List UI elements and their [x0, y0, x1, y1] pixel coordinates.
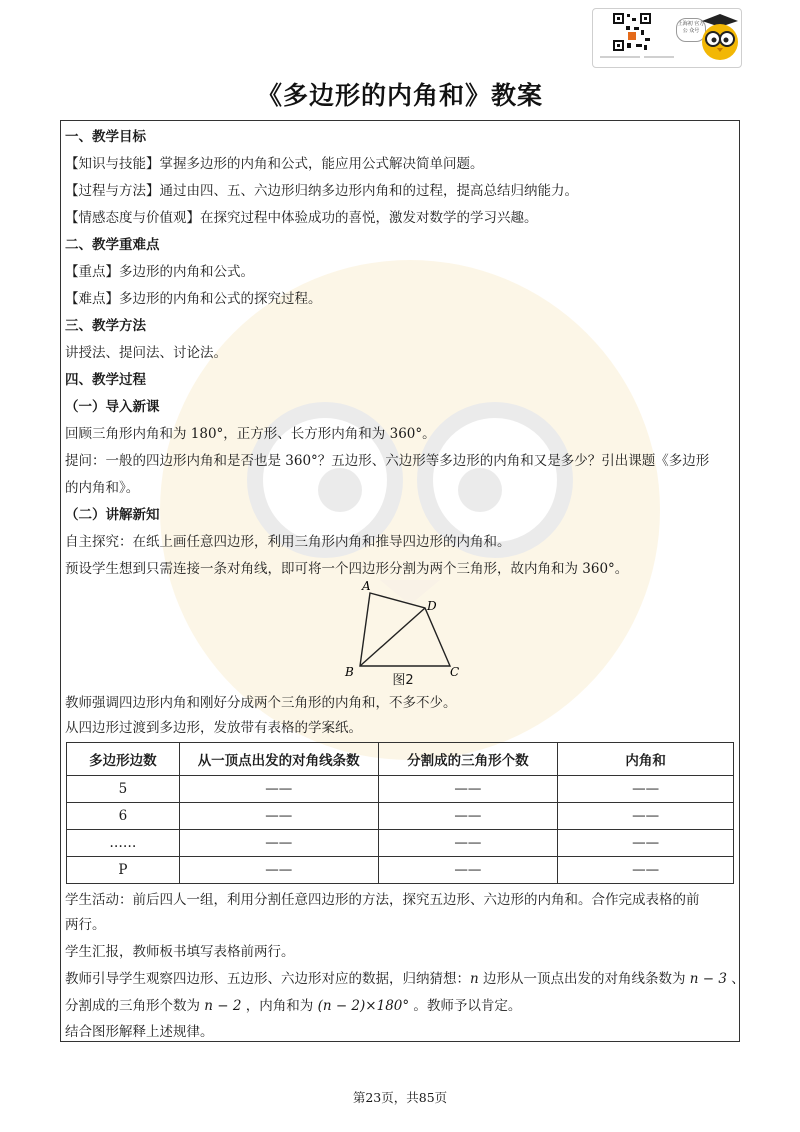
- vertex-label-d: D: [427, 599, 437, 613]
- table-cell: ——: [558, 830, 734, 857]
- table-row: [67, 857, 734, 884]
- table-cell: 5: [67, 776, 180, 803]
- section-heading: 三、教学方法: [65, 318, 146, 334]
- table-cell: ——: [179, 857, 378, 884]
- vertex-label-a: A: [362, 579, 371, 593]
- text-run: 边形从一顶点出发的对角线条数为: [478, 971, 690, 987]
- table-row: [67, 776, 734, 803]
- table-header-row: [67, 743, 734, 776]
- table-cell: ——: [378, 803, 558, 830]
- paragraph: 学生活动：前后四人一组，利用分割任意四边形的方法，探究五边形、六边形的内角和。合作完成表格的前: [65, 892, 700, 908]
- section-heading: 一、教学目标: [65, 129, 146, 145]
- paragraph: 结合图形解释上述规律。: [65, 1024, 214, 1040]
- promo-caption-line: [644, 56, 674, 58]
- promo-speech-bubble: 上海初 官方公 众号: [676, 18, 706, 42]
- table-header-cell: 分割成的三角形个数: [378, 743, 558, 776]
- table-header-cell: 内角和: [558, 743, 734, 776]
- text-run: 分割成的三角形个数为: [65, 998, 205, 1014]
- table-cell: 6: [67, 803, 180, 830]
- text-run: 。教师予以肯定。: [409, 998, 522, 1014]
- paragraph: 自主探究：在纸上画任意四边形，利用三角形内角和推导四边形的内角和。: [65, 534, 511, 550]
- table-row: [67, 803, 734, 830]
- paragraph: 【重点】多边形的内角和公式。: [65, 264, 254, 280]
- table-cell: ——: [179, 803, 378, 830]
- table-cell: ——: [378, 857, 558, 884]
- table-cell: ——: [179, 830, 378, 857]
- table-cell: ——: [558, 776, 734, 803]
- table-cell: ……: [67, 830, 180, 857]
- subsection-heading: （一）导入新课: [65, 399, 160, 415]
- table-header-cell: 从一顶点出发的对角线条数: [179, 743, 378, 776]
- paragraph: 【情感态度与价值观】在探究过程中体验成功的喜悦，激发对数学的学习兴趣。: [65, 210, 538, 226]
- table-header-cell: 多边形边数: [67, 743, 180, 776]
- promo-caption-line: [600, 56, 640, 58]
- section-heading: 二、教学重难点: [65, 237, 160, 253]
- paragraph: 两行。: [65, 917, 106, 933]
- worksheet-table: [66, 742, 734, 884]
- paragraph: 学生汇报，教师板书填写表格前两行。: [65, 944, 295, 960]
- vertex-label-c: C: [450, 665, 460, 679]
- paragraph: 教师强调四边形内角和刚好分成两个三角形的内角和，不多不少。: [65, 695, 457, 711]
- table-cell: ——: [179, 776, 378, 803]
- vertex-label-b: B: [345, 665, 354, 679]
- math-expression: n − 2: [204, 998, 242, 1014]
- page-number: 第23页，共85页: [352, 1090, 448, 1105]
- math-variable: n: [470, 971, 479, 987]
- text-run: 教师引导学生观察四边形、五边形、六边形对应的数据，归纳猜想：: [65, 971, 470, 987]
- paragraph: 讲授法、提问法、讨论法。: [65, 345, 227, 361]
- mascot-owl-icon: [700, 12, 740, 62]
- page-title: 《多边形的内角和》教案: [256, 81, 543, 110]
- table-cell: ——: [558, 803, 734, 830]
- paragraph: 【过程与方法】通过由四、五、六边形归纳多边形内角和的过程，提高总结归纳能力。: [65, 183, 578, 199]
- qr-code-icon[interactable]: [612, 12, 652, 52]
- paragraph: 预设学生想到只需连接一条对角线，即可将一个四边形分割为两个三角形，故内角和为 360°。: [65, 561, 629, 577]
- text-run: ，内角和为: [241, 998, 318, 1014]
- paragraph-induction: [65, 969, 745, 989]
- text-run: 、: [726, 971, 745, 987]
- paragraph: 从四边形过渡到多边形，发放带有表格的学案纸。: [65, 720, 362, 736]
- math-expression: n − 3: [689, 971, 727, 987]
- diagonal-bd: [360, 608, 425, 666]
- math-expression: (n − 2)×180°: [317, 998, 410, 1014]
- table-row: [67, 830, 734, 857]
- table-cell: ——: [378, 776, 558, 803]
- paragraph: 的内角和》。: [65, 480, 140, 496]
- paragraph: 【难点】多边形的内角和公式的探究过程。: [65, 291, 322, 307]
- paragraph: 提问：一般的四边形内角和是否也是 360°？五边形、六边形等多边形的内角和又是多少？引出课题《多边形: [65, 453, 710, 469]
- paragraph-induction: [65, 996, 737, 1016]
- table-cell: P: [67, 857, 180, 884]
- figure-caption: 图2: [392, 673, 414, 688]
- table-cell: ——: [378, 830, 558, 857]
- subsection-heading: （二）讲解新知: [65, 507, 160, 523]
- paragraph: 回顾三角形内角和为 180°，正方形、长方形内角和为 360°。: [65, 426, 436, 442]
- paragraph: 【知识与技能】掌握多边形的内角和公式，能应用公式解决简单问题。: [65, 156, 484, 172]
- table-cell: ——: [558, 857, 734, 884]
- section-heading: 四、教学过程: [65, 372, 146, 388]
